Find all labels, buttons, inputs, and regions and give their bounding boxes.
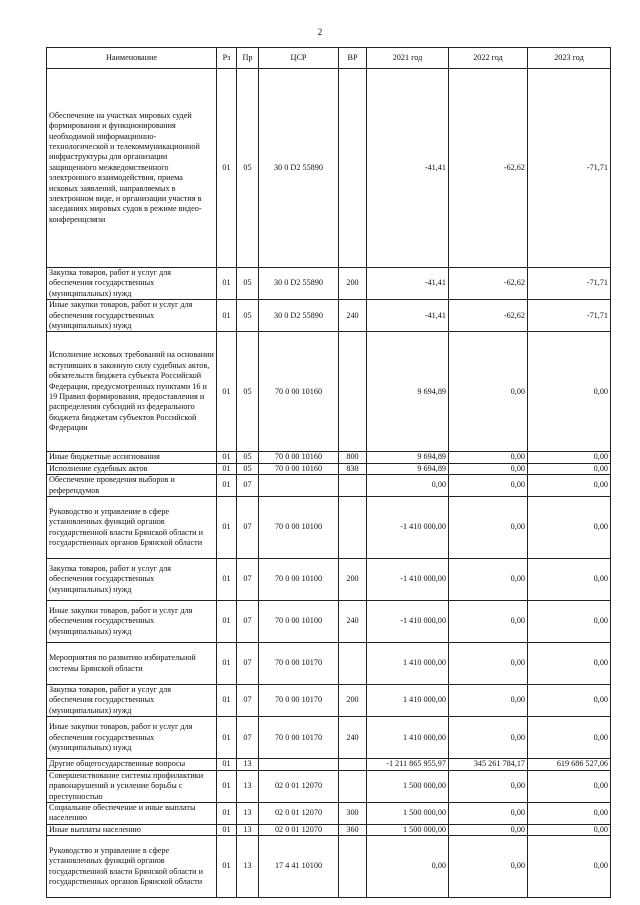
row-csr: 70 0 00 10160 bbox=[259, 463, 339, 474]
row-name: Другие общегосударственные вопросы bbox=[47, 759, 217, 770]
row-name: Мероприятия по развитию избирательной системы Брянской области bbox=[47, 643, 217, 685]
row-2023: 619 686 527,06 bbox=[528, 759, 611, 770]
row-name: Закупка товаров, работ и услуг для обеспечения государственных (муниципальных) нужд bbox=[47, 559, 217, 601]
row-2022: -62,62 bbox=[449, 69, 528, 268]
row-name: Исполнение исковых требований на основании вступивших в законную силу судебных актов, обязательств бюджета субъекта Российской Федерации, предусмотренных пунктами 16 и 19 Правил формирования, предоставления и распределения субсидий из федерального бюджета бюджетам субъектов Российской Федерации bbox=[47, 332, 217, 452]
row-pr: 05 bbox=[237, 300, 259, 332]
row-2021: 1 500 000,00 bbox=[367, 770, 449, 802]
row-2023: 0,00 bbox=[528, 559, 611, 601]
row-2023: -71,71 bbox=[528, 300, 611, 332]
row-csr: 70 0 00 10170 bbox=[259, 685, 339, 717]
table-row bbox=[47, 268, 611, 300]
row-pr: 13 bbox=[237, 836, 259, 898]
header-vr: ВР bbox=[339, 48, 367, 69]
row-rz: 01 bbox=[217, 601, 237, 643]
table-row bbox=[47, 685, 611, 717]
header-name: Наименование bbox=[47, 48, 217, 69]
row-name: Обеспечение проведения выборов и референдумов bbox=[47, 475, 217, 497]
row-2022: 0,00 bbox=[449, 332, 528, 452]
row-name: Закупка товаров, работ и услуг для обеспечения государственных (муниципальных) нужд bbox=[47, 685, 217, 717]
row-rz: 01 bbox=[217, 463, 237, 474]
row-name: Иные закупки товаров, работ и услуг для обеспечения государственных (муниципальных) нужд bbox=[47, 300, 217, 332]
header-pr: Пр bbox=[237, 48, 259, 69]
row-2022: 0,00 bbox=[449, 717, 528, 759]
row-rz: 01 bbox=[217, 332, 237, 452]
row-rz: 01 bbox=[217, 643, 237, 685]
table-row bbox=[47, 463, 611, 474]
row-rz: 01 bbox=[217, 268, 237, 300]
row-rz: 01 bbox=[217, 300, 237, 332]
table-row bbox=[47, 452, 611, 463]
table-row bbox=[47, 559, 611, 601]
row-2022: 0,00 bbox=[449, 643, 528, 685]
row-pr: 13 bbox=[237, 759, 259, 770]
row-csr: 70 0 00 10160 bbox=[259, 332, 339, 452]
row-name: Исполнение судебных актов bbox=[47, 463, 217, 474]
row-2023: -71,71 bbox=[528, 69, 611, 268]
row-rz: 01 bbox=[217, 770, 237, 802]
header-2022: 2022 год bbox=[449, 48, 528, 69]
table-row bbox=[47, 497, 611, 559]
row-2022: 0,00 bbox=[449, 824, 528, 835]
row-csr bbox=[259, 759, 339, 770]
row-pr: 05 bbox=[237, 268, 259, 300]
row-2021: -41,41 bbox=[367, 69, 449, 268]
row-2022: 0,00 bbox=[449, 770, 528, 802]
row-pr: 13 bbox=[237, 770, 259, 802]
row-2022: 345 261 784,17 bbox=[449, 759, 528, 770]
row-pr: 05 bbox=[237, 69, 259, 268]
row-2022: 0,00 bbox=[449, 802, 528, 824]
row-2023: 0,00 bbox=[528, 717, 611, 759]
row-rz: 01 bbox=[217, 685, 237, 717]
row-name: Закупка товаров, работ и услуг для обеспечения государственных (муниципальных) нужд bbox=[47, 268, 217, 300]
table-row bbox=[47, 802, 611, 824]
row-2021: 1 410 000,00 bbox=[367, 643, 449, 685]
table-row bbox=[47, 300, 611, 332]
row-name: Социальное обеспечение и иные выплаты населению bbox=[47, 802, 217, 824]
row-csr bbox=[259, 475, 339, 497]
row-csr: 70 0 00 10170 bbox=[259, 717, 339, 759]
row-csr: 02 0 01 12070 bbox=[259, 802, 339, 824]
row-csr: 30 0 D2 55890 bbox=[259, 69, 339, 268]
row-vr: 240 bbox=[339, 717, 367, 759]
row-2023: 0,00 bbox=[528, 332, 611, 452]
row-2022: 0,00 bbox=[449, 685, 528, 717]
row-2022: 0,00 bbox=[449, 559, 528, 601]
table-header-row bbox=[47, 48, 611, 69]
row-vr bbox=[339, 69, 367, 268]
row-csr: 17 4 41 10100 bbox=[259, 836, 339, 898]
row-2021: 9 694,89 bbox=[367, 463, 449, 474]
row-2021: -1 410 000,00 bbox=[367, 559, 449, 601]
row-2021: -1 410 000,00 bbox=[367, 601, 449, 643]
row-rz: 01 bbox=[217, 802, 237, 824]
row-pr: 07 bbox=[237, 559, 259, 601]
row-2022: 0,00 bbox=[449, 836, 528, 898]
row-2023: 0,00 bbox=[528, 643, 611, 685]
row-vr: 240 bbox=[339, 601, 367, 643]
row-2021: 0,00 bbox=[367, 475, 449, 497]
table-row bbox=[47, 836, 611, 898]
row-2021: 1 410 000,00 bbox=[367, 685, 449, 717]
row-2021: 1 500 000,00 bbox=[367, 802, 449, 824]
row-pr: 05 bbox=[237, 332, 259, 452]
row-vr: 200 bbox=[339, 559, 367, 601]
row-2022: -62,62 bbox=[449, 300, 528, 332]
row-vr: 240 bbox=[339, 300, 367, 332]
row-csr: 30 0 D2 55890 bbox=[259, 268, 339, 300]
row-rz: 01 bbox=[217, 559, 237, 601]
row-rz: 01 bbox=[217, 452, 237, 463]
row-2021: -1 410 000,00 bbox=[367, 497, 449, 559]
row-csr: 70 0 00 10100 bbox=[259, 497, 339, 559]
row-2022: 0,00 bbox=[449, 463, 528, 474]
row-2023: 0,00 bbox=[528, 475, 611, 497]
row-name: Совершенствование системы профилактики правонарушений и усиление борьбы с преступностью bbox=[47, 770, 217, 802]
row-2023: 0,00 bbox=[528, 802, 611, 824]
row-vr bbox=[339, 497, 367, 559]
row-2022: 0,00 bbox=[449, 475, 528, 497]
row-pr: 05 bbox=[237, 463, 259, 474]
row-rz: 01 bbox=[217, 759, 237, 770]
table-row bbox=[47, 69, 611, 268]
table-row bbox=[47, 717, 611, 759]
row-rz: 01 bbox=[217, 475, 237, 497]
row-2023: 0,00 bbox=[528, 824, 611, 835]
header-rz: Рз bbox=[217, 48, 237, 69]
table-row bbox=[47, 759, 611, 770]
table-row bbox=[47, 332, 611, 452]
row-pr: 07 bbox=[237, 717, 259, 759]
row-name: Иные закупки товаров, работ и услуг для обеспечения государственных (муниципальных) нужд bbox=[47, 601, 217, 643]
row-vr: 300 bbox=[339, 802, 367, 824]
table-row bbox=[47, 770, 611, 802]
header-2023: 2023 год bbox=[528, 48, 611, 69]
row-rz: 01 bbox=[217, 497, 237, 559]
row-name: Руководство и управление в сфере установленных функций органов государственной власти Брянской области и государственных органов Брянской области bbox=[47, 497, 217, 559]
row-2021: 9 694,89 bbox=[367, 452, 449, 463]
row-csr: 30 0 D2 55890 bbox=[259, 300, 339, 332]
row-2022: 0,00 bbox=[449, 601, 528, 643]
row-pr: 07 bbox=[237, 601, 259, 643]
row-pr: 13 bbox=[237, 824, 259, 835]
row-vr: 800 bbox=[339, 452, 367, 463]
row-vr: 830 bbox=[339, 463, 367, 474]
row-vr: 360 bbox=[339, 824, 367, 835]
row-2023: 0,00 bbox=[528, 601, 611, 643]
row-name: Иные выплаты населению bbox=[47, 824, 217, 835]
row-pr: 07 bbox=[237, 685, 259, 717]
row-name: Иные закупки товаров, работ и услуг для обеспечения государственных (муниципальных) нужд bbox=[47, 717, 217, 759]
table-row bbox=[47, 475, 611, 497]
row-vr bbox=[339, 332, 367, 452]
row-rz: 01 bbox=[217, 836, 237, 898]
row-2023: 0,00 bbox=[528, 452, 611, 463]
row-2023: 0,00 bbox=[528, 463, 611, 474]
row-2022: 0,00 bbox=[449, 497, 528, 559]
row-2021: -41,41 bbox=[367, 268, 449, 300]
row-2021: -41,41 bbox=[367, 300, 449, 332]
row-name: Обеспечение на участках мировых судей формирования и функционирования необходимой информационно-технологической и телекоммуникационной инфраструктуры для организации защищенного межведомственного электронного взаимодействия, приема исковых заявлений, направляемых в электронном виде, и организации участия в заседаниях мировых судов в режиме видео-конференцсвязи bbox=[47, 69, 217, 268]
budget-table bbox=[46, 47, 611, 898]
row-vr bbox=[339, 475, 367, 497]
table-row bbox=[47, 643, 611, 685]
row-2021: 1 410 000,00 bbox=[367, 717, 449, 759]
row-name: Иные бюджетные ассигнования bbox=[47, 452, 217, 463]
header-2021: 2021 год bbox=[367, 48, 449, 69]
row-pr: 13 bbox=[237, 802, 259, 824]
row-vr bbox=[339, 836, 367, 898]
row-2022: 0,00 bbox=[449, 452, 528, 463]
row-csr: 02 0 01 12070 bbox=[259, 770, 339, 802]
row-pr: 05 bbox=[237, 452, 259, 463]
row-name: Руководство и управление в сфере установленных функций органов государственной власти Брянской области и государственных органов Брянской области bbox=[47, 836, 217, 898]
row-csr: 70 0 00 10170 bbox=[259, 643, 339, 685]
row-2021: 1 500 000,00 bbox=[367, 824, 449, 835]
header-csr: ЦСР bbox=[259, 48, 339, 69]
row-rz: 01 bbox=[217, 717, 237, 759]
row-csr: 70 0 00 10100 bbox=[259, 601, 339, 643]
row-vr bbox=[339, 770, 367, 802]
row-vr bbox=[339, 643, 367, 685]
row-2022: -62,62 bbox=[449, 268, 528, 300]
row-2023: 0,00 bbox=[528, 770, 611, 802]
row-csr: 02 0 01 12070 bbox=[259, 824, 339, 835]
row-rz: 01 bbox=[217, 69, 237, 268]
row-2023: -71,71 bbox=[528, 268, 611, 300]
page-number: 2 bbox=[317, 27, 323, 37]
row-pr: 07 bbox=[237, 497, 259, 559]
row-2023: 0,00 bbox=[528, 685, 611, 717]
row-2023: 0,00 bbox=[528, 497, 611, 559]
row-vr: 200 bbox=[339, 685, 367, 717]
row-vr bbox=[339, 759, 367, 770]
row-2021: 9 694,89 bbox=[367, 332, 449, 452]
row-2023: 0,00 bbox=[528, 836, 611, 898]
row-pr: 07 bbox=[237, 643, 259, 685]
row-2021: -1 211 865 955,97 bbox=[367, 759, 449, 770]
table-row bbox=[47, 824, 611, 835]
row-2021: 0,00 bbox=[367, 836, 449, 898]
row-csr: 70 0 00 10160 bbox=[259, 452, 339, 463]
row-pr: 07 bbox=[237, 475, 259, 497]
row-csr: 70 0 00 10100 bbox=[259, 559, 339, 601]
table-row bbox=[47, 601, 611, 643]
row-vr: 200 bbox=[339, 268, 367, 300]
row-rz: 01 bbox=[217, 824, 237, 835]
